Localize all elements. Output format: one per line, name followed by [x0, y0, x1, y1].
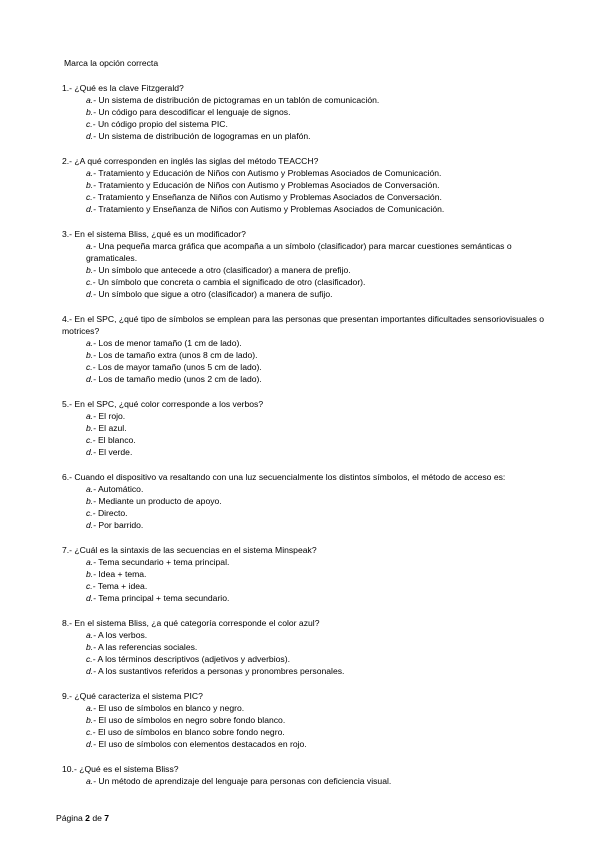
answer-option[interactable] [62, 714, 552, 726]
answer-option[interactable] [62, 240, 552, 264]
question-number: 9.- [62, 691, 73, 701]
option-letter: d.- [86, 289, 97, 299]
option-text: Automático. [97, 484, 144, 494]
option-text: El uso de símbolos en negro sobre fondo blanco. [98, 715, 286, 725]
answer-option[interactable] [62, 775, 552, 787]
option-letter: c.- [86, 362, 96, 372]
page-footer [56, 812, 109, 824]
question-number: 8.- [62, 618, 73, 628]
option-letter: a.- [86, 484, 97, 494]
option-text: Los de tamaño extra (unos 8 cm de lado). [98, 350, 258, 360]
option-text: Por barrido. [98, 520, 144, 530]
option-text: Los de mayor tamaño (unos 5 cm de lado). [97, 362, 262, 372]
question-item [62, 228, 552, 300]
option-text: Tema secundario + tema principal. [98, 557, 230, 567]
option-letter: a.- [86, 776, 97, 786]
option-text: Un símbolo que sigue a otro (clasificador) a manera de sufijo. [98, 289, 333, 299]
answer-option[interactable] [62, 446, 552, 458]
question-stem [62, 155, 552, 167]
question-text: ¿Qué caracteriza el sistema PIC? [74, 691, 203, 701]
option-letter: c.- [86, 508, 96, 518]
option-letter: b.- [86, 423, 97, 433]
option-text: Un símbolo que concreta o cambia el significado de otro (clasificador). [97, 277, 366, 287]
question-text: En el SPC, ¿qué color corresponde a los verbos? [74, 399, 264, 409]
answer-option[interactable] [62, 434, 552, 446]
option-letter: b.- [86, 496, 97, 506]
option-text: El blanco. [97, 435, 136, 445]
option-text: A los verbos. [97, 630, 148, 640]
answer-option[interactable] [62, 592, 552, 604]
question-number: 5.- [62, 399, 73, 409]
option-text: Un símbolo que antecede a otro (clasificador) a manera de prefijo. [98, 265, 351, 275]
option-letter: b.- [86, 350, 97, 360]
question-item [62, 690, 552, 750]
footer-prefix: Página [56, 813, 83, 823]
option-letter: c.- [86, 192, 96, 202]
option-letter: d.- [86, 666, 97, 676]
question-item [62, 471, 552, 531]
question-item [62, 544, 552, 604]
option-letter: c.- [86, 581, 96, 591]
option-letter: c.- [86, 435, 96, 445]
answer-option[interactable] [62, 519, 552, 531]
question-text: Cuando el dispositivo va resaltando con una luz secuencialmente los distintos símbolos, el método de acceso es: [74, 472, 506, 482]
footer-current-page: 2 [85, 813, 90, 823]
option-text: A las referencias sociales. [97, 642, 198, 652]
answer-option[interactable] [62, 167, 552, 179]
option-text: A los términos descriptivos (adjetivos y adverbios). [97, 654, 290, 664]
option-text: El azul. [98, 423, 127, 433]
answer-option[interactable] [62, 349, 552, 361]
question-item [62, 398, 552, 458]
option-text: Idea + tema. [98, 569, 147, 579]
answer-option[interactable] [62, 203, 552, 215]
answer-option[interactable] [62, 556, 552, 568]
question-item [62, 617, 552, 677]
question-number: 1.- [62, 83, 73, 93]
question-text: ¿Cuál es la sintaxis de las secuencias en el sistema Minspeak? [74, 545, 317, 555]
option-letter: d.- [86, 374, 97, 384]
option-text: Un sistema de distribución de logogramas en un plafón. [98, 131, 311, 141]
option-letter: d.- [86, 593, 97, 603]
question-text: En el sistema Bliss, ¿a qué categoría corresponde el color azul? [74, 618, 320, 628]
option-text: Tema principal + tema secundario. [98, 593, 230, 603]
option-letter: b.- [86, 265, 97, 275]
answer-option[interactable] [62, 422, 552, 434]
option-text: Tratamiento y Educación de Niños con Autismo y Problemas Asociados de Conversación. [98, 180, 440, 190]
option-letter: c.- [86, 654, 96, 664]
option-text: Directo. [97, 508, 128, 518]
answer-option[interactable] [62, 653, 552, 665]
option-letter: c.- [86, 119, 96, 129]
question-stem [62, 228, 552, 240]
option-letter: a.- [86, 168, 97, 178]
option-letter: b.- [86, 642, 97, 652]
option-text: El verde. [98, 447, 133, 457]
question-list [62, 82, 552, 800]
option-text: Los de tamaño medio (unos 2 cm de lado). [98, 374, 262, 384]
option-text: Tratamiento y Enseñanza de Niños con Autismo y Problemas Asociados de Comunicación. [98, 204, 445, 214]
question-item [62, 313, 552, 385]
answer-option[interactable] [62, 106, 552, 118]
instruction-text: Marca la opción correcta [64, 58, 159, 68]
question-stem [62, 544, 552, 556]
option-letter: b.- [86, 180, 97, 190]
question-item [62, 763, 552, 787]
answer-option[interactable] [62, 288, 552, 300]
answer-option[interactable] [62, 94, 552, 106]
question-stem [62, 617, 552, 629]
answer-option[interactable] [62, 629, 552, 641]
answer-option[interactable] [62, 726, 552, 738]
question-number: 6.- [62, 472, 73, 482]
option-letter: b.- [86, 107, 97, 117]
option-text: El rojo. [98, 411, 126, 421]
answer-option[interactable] [62, 665, 552, 677]
option-letter: a.- [86, 95, 97, 105]
answer-option[interactable] [62, 483, 552, 495]
question-number: 10.- [62, 764, 77, 774]
question-stem [62, 471, 552, 483]
question-stem [62, 82, 552, 94]
option-text: Mediante un producto de apoyo. [98, 496, 222, 506]
question-text: ¿A qué corresponden en inglés las siglas del método TEACCH? [74, 156, 319, 166]
answer-option[interactable] [62, 410, 552, 422]
option-letter: d.- [86, 520, 97, 530]
answer-option[interactable] [62, 276, 552, 288]
answer-option[interactable] [62, 118, 552, 130]
answer-option[interactable] [62, 641, 552, 653]
question-text: En el sistema Bliss, ¿qué es un modificador? [74, 229, 246, 239]
option-text: Tratamiento y Enseñanza de Niños con Autismo y Problemas Asociados de Conversación. [97, 192, 442, 202]
answer-option[interactable] [62, 191, 552, 203]
question-stem [62, 690, 552, 702]
answer-option[interactable] [62, 130, 552, 142]
option-text: A los sustantivos referidos a personas y pronombres personales. [97, 666, 345, 676]
answer-option[interactable] [62, 361, 552, 373]
option-letter: b.- [86, 569, 97, 579]
question-text: ¿Qué es el sistema Bliss? [79, 764, 179, 774]
option-letter: a.- [86, 557, 97, 567]
option-letter: a.- [86, 338, 97, 348]
answer-option[interactable] [62, 580, 552, 592]
question-number: 2.- [62, 156, 73, 166]
option-text: El uso de símbolos con elementos destacados en rojo. [98, 739, 307, 749]
option-letter: d.- [86, 204, 97, 214]
option-letter: a.- [86, 703, 97, 713]
answer-option[interactable] [62, 568, 552, 580]
option-text: Un código para descodificar el lenguaje de signos. [98, 107, 291, 117]
option-letter: d.- [86, 131, 97, 141]
answer-option[interactable] [62, 373, 552, 385]
question-item [62, 82, 552, 142]
answer-option[interactable] [62, 337, 552, 349]
question-text: ¿Qué es la clave Fitzgerald? [74, 83, 184, 93]
question-number: 7.- [62, 545, 73, 555]
option-text: El uso de símbolos en blanco y negro. [98, 703, 245, 713]
question-stem [62, 313, 552, 337]
option-text: Un código propio del sistema PIC. [97, 119, 228, 129]
answer-option[interactable] [62, 495, 552, 507]
option-letter: d.- [86, 447, 97, 457]
answer-option[interactable] [62, 179, 552, 191]
question-item [62, 155, 552, 215]
option-text: Tratamiento y Educación de Niños con Autismo y Problemas Asociados de Comunicación. [98, 168, 442, 178]
answer-option[interactable] [62, 702, 552, 714]
option-letter: c.- [86, 727, 96, 737]
answer-option[interactable] [62, 264, 552, 276]
option-text: Un sistema de distribución de pictogramas en un tablón de comunicación. [98, 95, 380, 105]
option-text: Tema + idea. [97, 581, 148, 591]
question-number: 4.- [62, 314, 73, 324]
option-text: Un método de aprendizaje del lenguaje para personas con deficiencia visual. [98, 776, 392, 786]
option-text: El uso de símbolos en blanco sobre fondo negro. [97, 727, 285, 737]
option-text: Una pequeña marca gráfica que acompaña a un símbolo (clasificador) para marcar cuestiones semánticas o gramaticales. [86, 241, 512, 263]
option-letter: a.- [86, 241, 97, 251]
option-letter: a.- [86, 411, 97, 421]
answer-option[interactable] [62, 738, 552, 750]
option-letter: b.- [86, 715, 97, 725]
question-number: 3.- [62, 229, 73, 239]
option-letter: c.- [86, 277, 96, 287]
option-text: Los de menor tamaño (1 cm de lado). [98, 338, 242, 348]
footer-middle: de [92, 813, 102, 823]
option-letter: a.- [86, 630, 97, 640]
question-text: En el SPC, ¿qué tipo de símbolos se emplean para las personas que presentan importantes dificultades sensoriovisuales o motrices? [62, 314, 545, 336]
answer-option[interactable] [62, 507, 552, 519]
question-stem [62, 398, 552, 410]
option-letter: d.- [86, 739, 97, 749]
question-stem [62, 763, 552, 775]
footer-total-pages: 7 [104, 813, 110, 823]
